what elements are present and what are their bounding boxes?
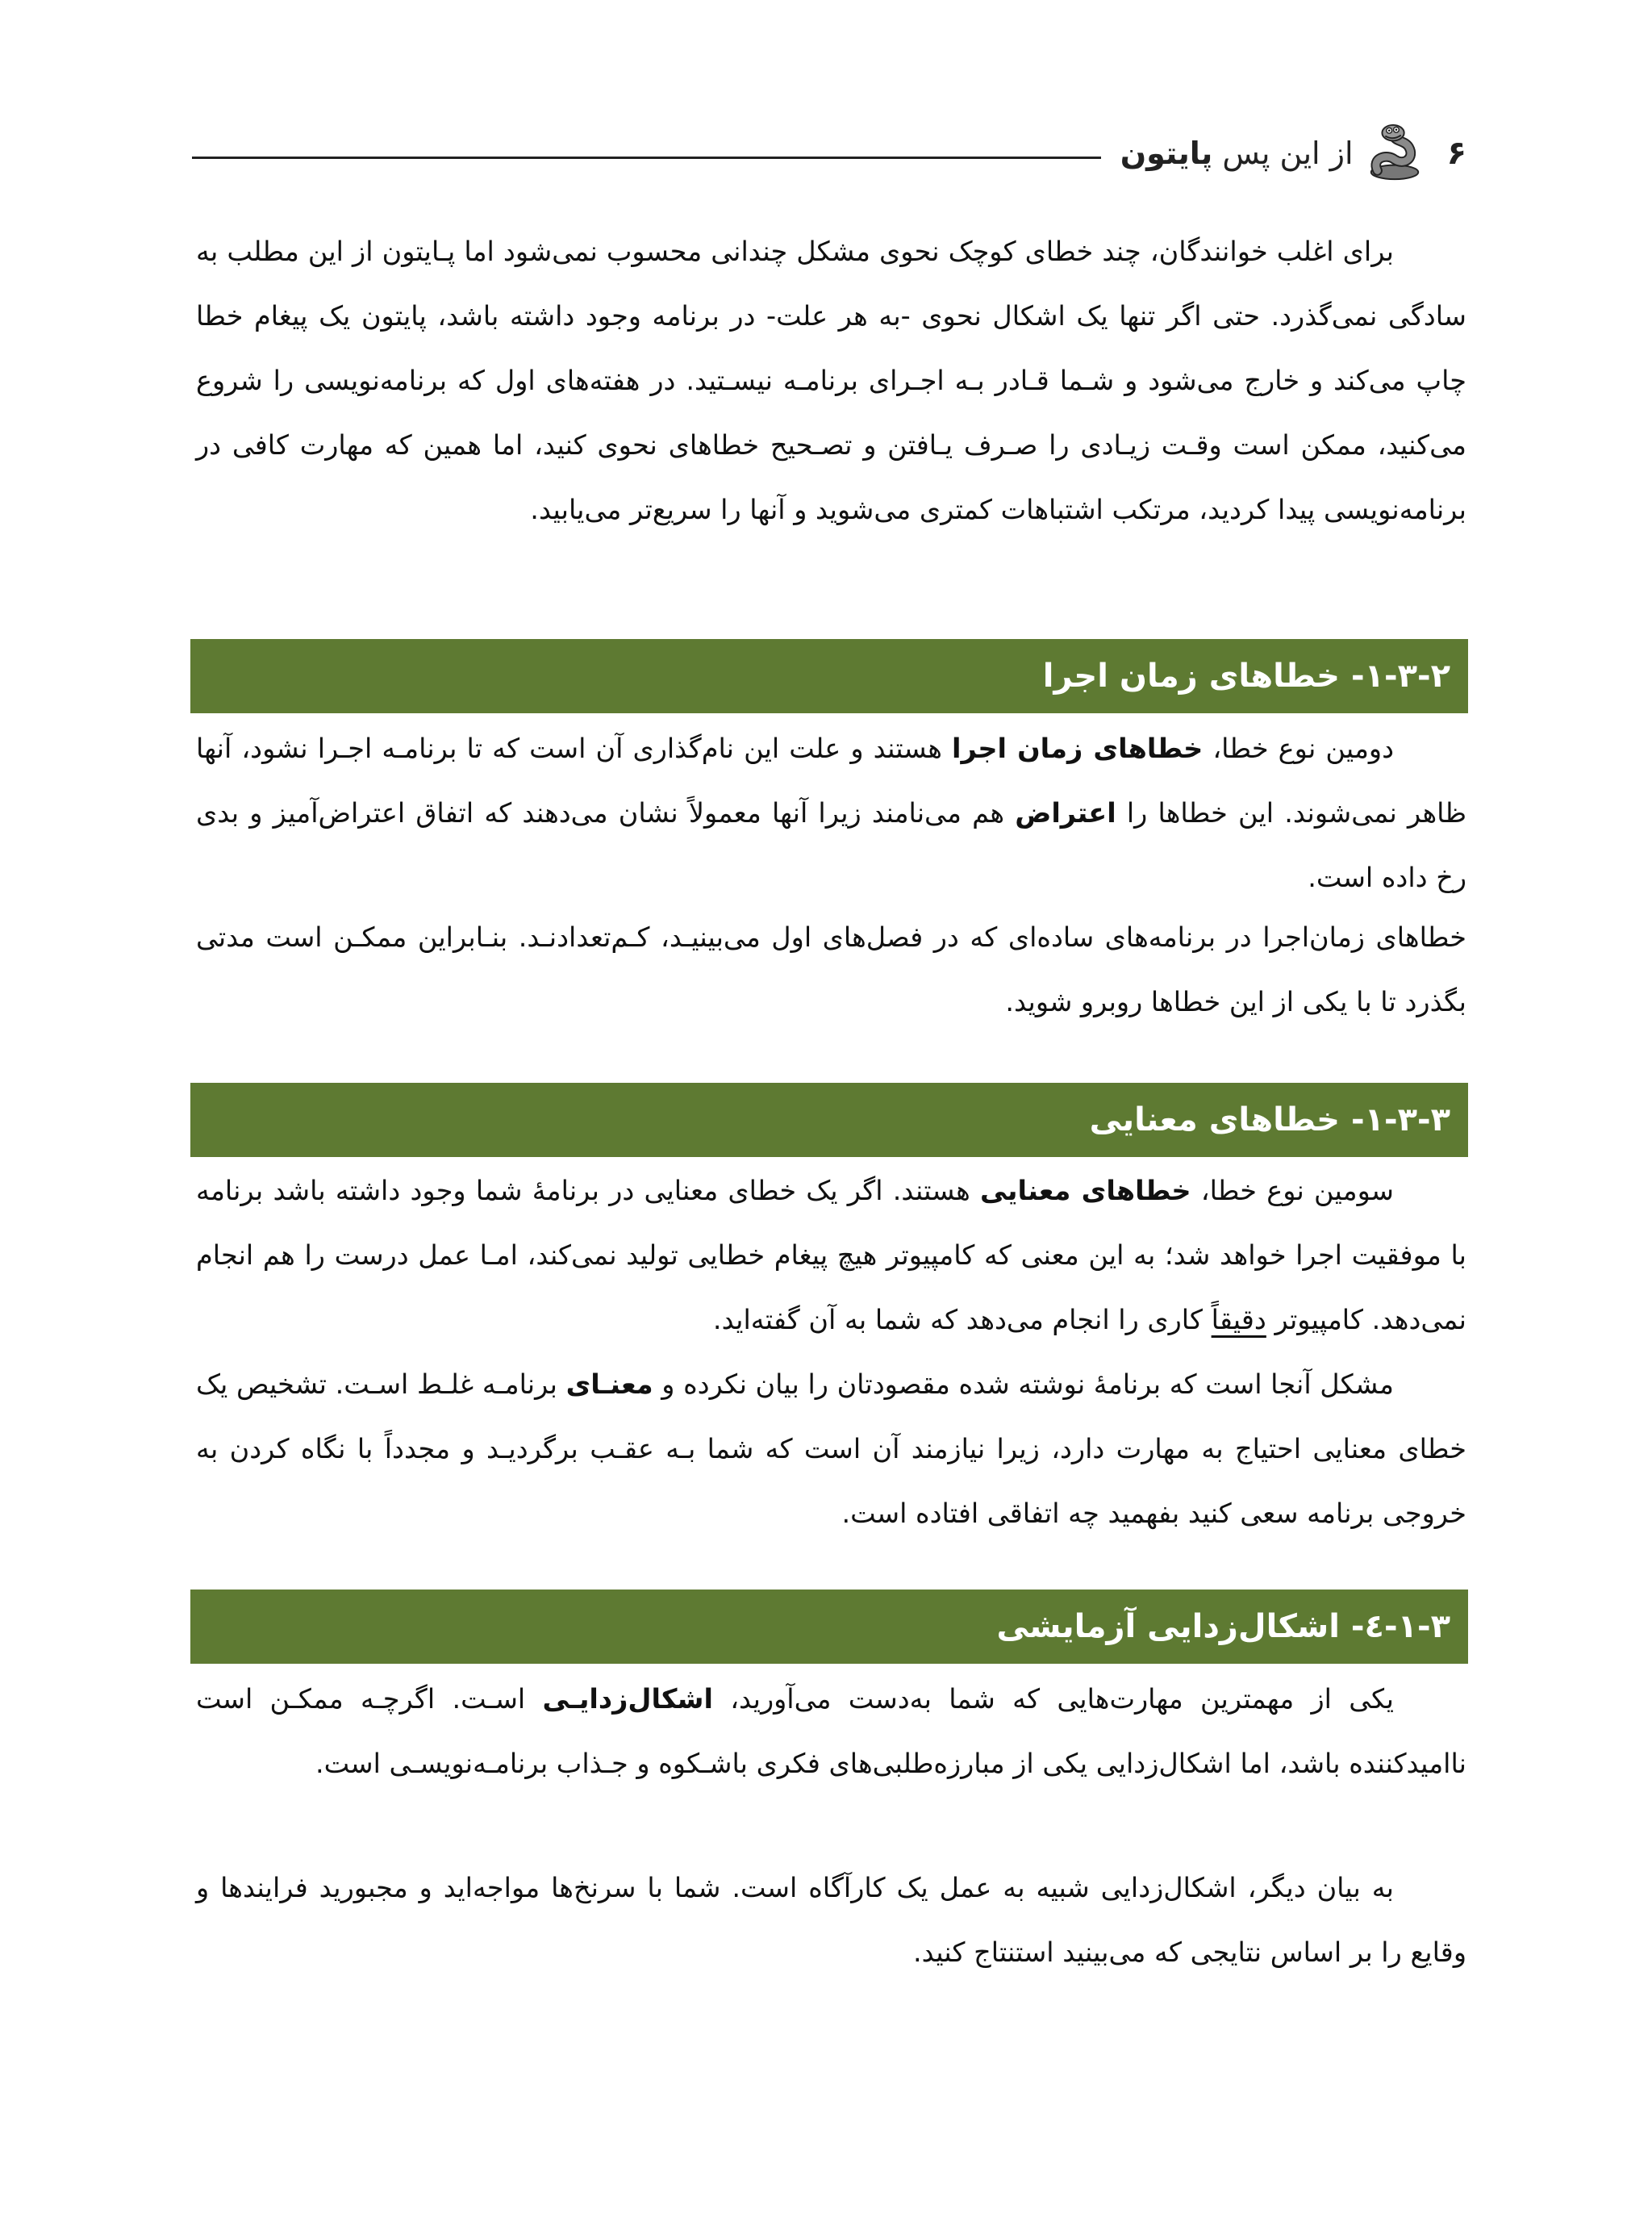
section-title: خطاهای زمان اجرا bbox=[1042, 658, 1340, 695]
debugging-paragraph-1: یکی از مهمترین مهارت‌هایی که شما به‌دست می‌آورید، اشکال‌زدایـی اسـت. اگرچـه ممکـن است ناامیدکننده باشد، اما اشکال‌زدایی یکی از مبارزه‌طلبی‌های فکری باشـکوه و جـذاب برنامـه‌نویسـی است. bbox=[196, 1683, 1466, 1779]
section-banner-experimental-debugging bbox=[190, 1590, 1468, 1664]
debugging-paragraph-2: به بیان دیگر، اشکال‌زدایی شبیه به عمل یک کارآگاه است. شما با سرنخ‌ها مواجه‌اید و مجبورید فرایندها و وقایع را بر اساس نتایجی که می‌بینید استنتاج کنید. bbox=[196, 1872, 1466, 1968]
runtime-errors-paragraph-2: خطاهای زمان‌اجرا در برنامه‌های ساده‌ای که در فصل‌های اول می‌بینیـد، کـم‌تعدادنـد. بنـابراین ممکـن است مدتی بگذرد تا با یکی از این خطاها روبرو شوید. bbox=[196, 921, 1466, 1017]
book-title-name: پایتون bbox=[1120, 136, 1213, 171]
header-rule bbox=[192, 157, 1101, 159]
section-number: ۱-۳-۲- bbox=[1350, 658, 1450, 695]
book-title bbox=[1120, 136, 1354, 171]
page-number: ۶ bbox=[1446, 135, 1466, 172]
section-title: اشکال‌زدایی آزمایشی bbox=[996, 1608, 1340, 1645]
section-banner-semantic-errors bbox=[190, 1083, 1468, 1157]
section-banner-runtime-errors bbox=[190, 639, 1468, 713]
section-number: ۱-۳-٤- bbox=[1350, 1608, 1450, 1645]
semantic-errors-paragraph-1: سومین نوع خطا، خطاهای معنایی هستند. اگر یک خطای معنایی در برنامهٔ شما وجود داشته باشد برنامه با موفقیت اجرا خواهد شد؛ به این معنی که کامپیوتر هیچ پیغام خطایی تولید نمی‌کند، امـا عمل درست را هم انجام نمی‌دهد. کامپیوتر دقیقاً کاری را انجام می‌دهد که شما به آن گفته‌اید. bbox=[196, 1175, 1466, 1335]
section-number: ۱-۳-۳- bbox=[1350, 1101, 1450, 1138]
runtime-errors-paragraph-1: دومین نوع خطا، خطاهای زمان اجرا هستند و علت این نام‌گذاری آن است که تا برنامـه اجـرا نشود، آنها ظاهر نمی‌شوند. این خطاها را اعتراض هم می‌نامند زیرا آنها معمولاً نشان می‌دهند که اتفاق اعتراض‌آمیز و بدی رخ داده است. bbox=[196, 733, 1467, 893]
intro-paragraph: برای اغلب خوانندگان، چند خطای کوچک نحوی مشکل چندانی محسوب نمی‌شود اما پـایتون از این مطلب به سادگی نمی‌گذرد. حتی اگر تنها یک اشکال نحوی -به هر علت- در برنامه وجود داشته باشد، پایتون یک پیغام خطا چاپ می‌کند و خارج می‌شود و شـما قـادر بـه اجـرای برنامـه نیسـتید. در هفته‌های اول که برنامه‌نویسی را شروع می‌کنید، ممکن است وقـت زیـادی را صـرف یـافتن و تصـحیح خطاهای نحوی کنید، اما همین که مهارت کافی در برنامه‌نویسی پیدا کردید، مرتکب اشتباهات کمتری می‌شوید و آنها را سریع‌تر می‌یابید. bbox=[196, 236, 1466, 525]
section-title: خطاهای معنایی bbox=[1089, 1101, 1340, 1138]
snake-mascot-icon bbox=[1363, 123, 1426, 183]
running-header bbox=[192, 121, 1466, 186]
book-title-prefix: از این پس bbox=[1222, 136, 1354, 171]
semantic-errors-paragraph-2: مشکل آنجا است که برنامهٔ نوشته شده مقصودتان را بیان نکرده و معنـای برنامـه غلـط اسـت. تشخیص یک خطای معنایی احتیاج به مهارت دارد، زیرا نیازمند آن است که شما بـه عقـب برگردیـد و مجدداً با نگاه کردن به خروجی برنامه سعی کنید بفهمید چه اتفاقی افتاده است. bbox=[196, 1368, 1466, 1529]
